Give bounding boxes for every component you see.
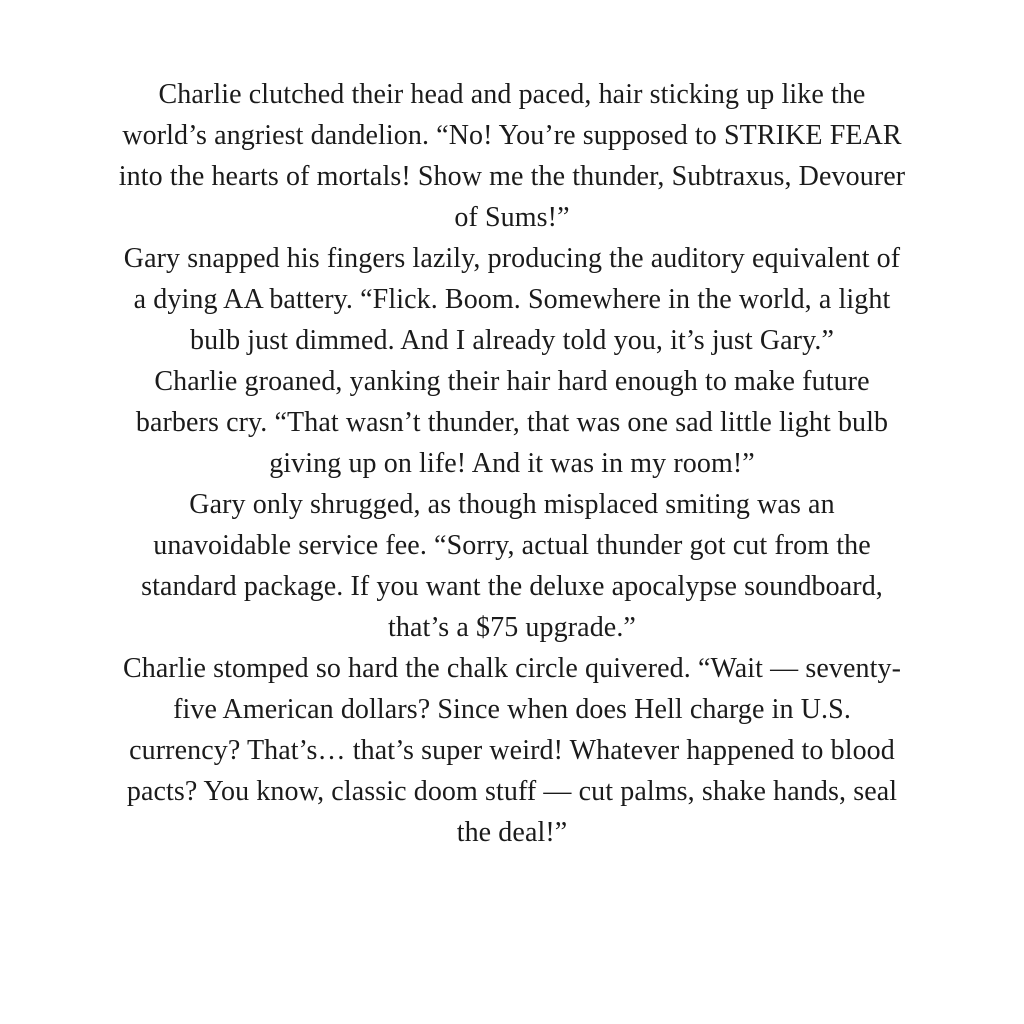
story-paragraph-5: Charlie stomped so hard the chalk circle quivered. “Wait — seventy-five American dollars? Since when does Hell charge in U.S. currency? That’s… that’s super weird! Whatever happened to blood pacts? You know, classic doom stuff — cut palms, shake hands, seal the deal!” bbox=[122, 653, 902, 848]
story-paragraph-1: Charlie clutched their head and paced, hair sticking up like the world’s angriest dandelion. “No! You’re supposed to STRIKE FEAR into the hearts of mortals! Show me the thunder, Subtraxus, Devourer of Sums!” bbox=[118, 79, 906, 233]
story-text-block bbox=[117, 74, 907, 1024]
story-paragraph-3: Charlie groaned, yanking their hair hard enough to make future barbers cry. “That wasn’t thunder, that was one sad little light bulb giving up on life! And it was in my room!” bbox=[135, 366, 889, 479]
story-paragraph-4: Gary only shrugged, as though misplaced smiting was an unavoidable service fee. “Sorry, actual thunder got cut from the standard package. If you want the deluxe apocalypse soundboard, that’s a $75 upgrade.” bbox=[141, 489, 883, 643]
story-paragraph-2: Gary snapped his fingers lazily, producing the auditory equivalent of a dying AA battery. “Flick. Boom. Somewhere in the world, a light bulb just dimmed. And I already told you, it’s just Gary.” bbox=[123, 243, 901, 356]
